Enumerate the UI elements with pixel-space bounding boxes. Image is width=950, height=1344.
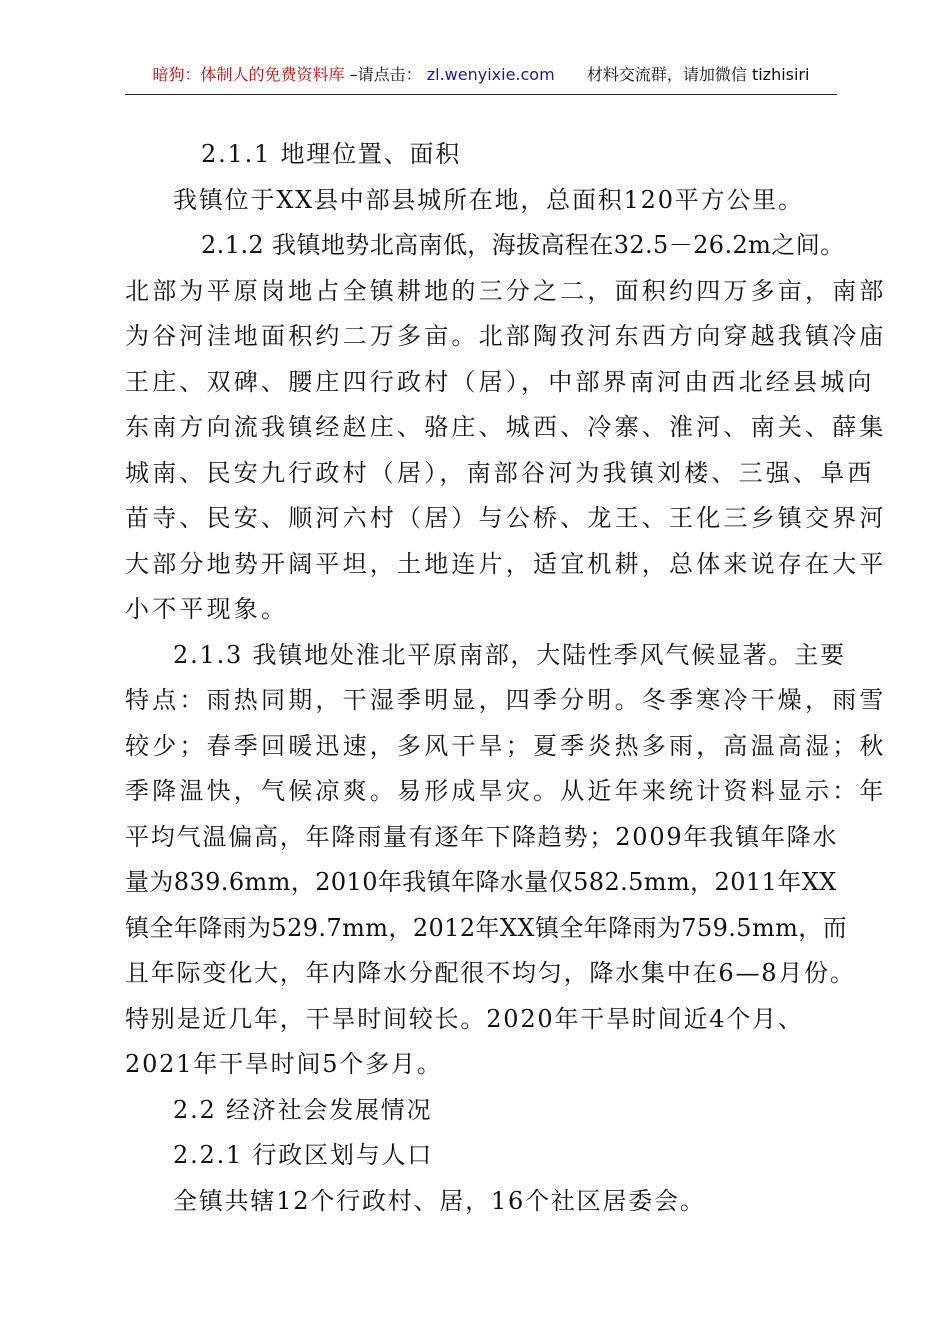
heading-2-2: 2.2 经济社会发展情况: [173, 1095, 433, 1124]
paragraph-line: 镇全年降雨为529.7mm，2012年XX镇全年降雨为759.5mm，而: [125, 913, 848, 942]
paragraph-line: 2021年干旱时间5个多月。: [125, 1050, 443, 1078]
paragraph-line: 特点：雨热同期，干湿季明显，四季分明。冬季寒冷干燥，雨雪: [125, 686, 887, 714]
paragraph-line: 季降温快，气候凉爽。易形成旱灾。从近年来统计资料显示：年: [125, 777, 887, 805]
paragraph-line: 2.1.2 我镇地势北高南低，海拔高程在32.5－26.2m之间。: [201, 231, 845, 259]
header-brand: 暗狗：体制人的免费资料库: [152, 65, 345, 84]
paragraph-line: 王庄、双碑、腰庄四行政村（居），中部界南河由西北经县城向: [125, 367, 875, 396]
paragraph-line: 苗寺、民安、顺河六村（居）与公桥、龙王、王化三乡镇交界河: [125, 504, 887, 532]
page-header: [125, 64, 837, 95]
paragraph-line: 北部为平原岗地占全镇耕地的三分之二，面积约四万多亩，南部: [125, 276, 887, 305]
paragraph-line: 小不平现象。: [125, 595, 289, 623]
paragraph-line: 2.1.3 我镇地处淮北平原南部，大陆性季风气候显著。主要: [173, 640, 846, 669]
paragraph-line: 东南方向流我镇经赵庄、骆庄、城西、冷寨、淮河、南关、薛集: [125, 413, 887, 441]
paragraph-line: 为谷河洼地面积约二万多亩。北部陶孜河东西方向穿越我镇冷庙: [125, 322, 887, 350]
heading-2-1-1: 2.1.1 地理位置、面积: [201, 140, 462, 168]
paragraph-line: 且年际变化大，年内降水分配很不均匀，降水集中在6—8月份。: [125, 959, 856, 987]
paragraph-line: 我镇位于XX县中部县城所在地，总面积120平方公里。: [173, 185, 804, 214]
paragraph-line: 平均气温偏高，年降雨量有逐年下降趋势；2009年我镇年降水: [125, 822, 839, 851]
paragraph-line: 量为839.6mm，2010年我镇年降水量仅582.5mm，2011年XX: [125, 868, 837, 896]
header-url-link[interactable]: zl.wenyixie.com: [426, 65, 555, 84]
heading-2-2-1: 2.2.1 行政区划与人口: [173, 1141, 434, 1169]
paragraph-line: 较少；春季回暖迅速，多风干旱；夏季炎热多雨，高温高湿；秋: [125, 731, 887, 760]
paragraph-line: 大部分地势开阔平坦，土地连片，适宜机耕，总体来说存在大平: [125, 549, 887, 578]
paragraph-line: 全镇共辖12个行政村、居，16个社区居委会。: [173, 1186, 706, 1215]
header-contact: 材料交流群，请加微信 tizhisiri: [586, 65, 810, 84]
document-body: [125, 132, 887, 1224]
paragraph-line: 城南、民安九行政村（居），南部谷河为我镇刘楼、三强、阜西: [125, 458, 875, 487]
paragraph-line: 特别是近几年，干旱时间较长。2020年干旱时间近4个月、: [125, 1004, 804, 1033]
header-click-prompt: –请点击：: [349, 65, 422, 84]
